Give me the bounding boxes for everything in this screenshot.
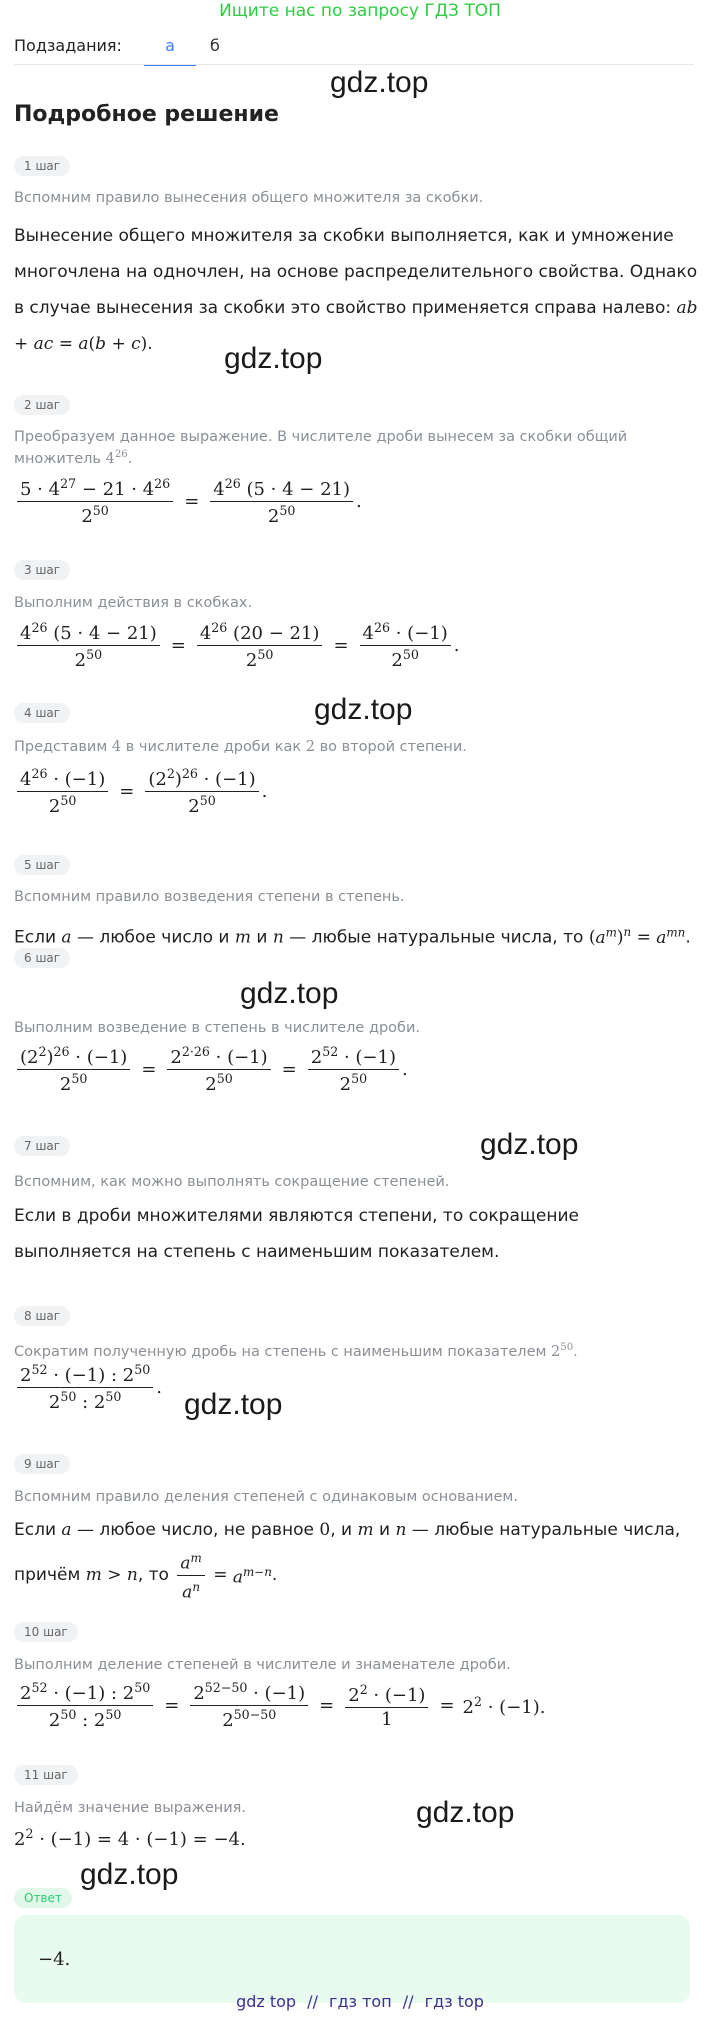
page-title: Подробное решение [14, 102, 279, 127]
step-badge: 1 шаг [14, 156, 70, 176]
footer-link[interactable]: gdz top [236, 1992, 297, 2011]
watermark: gdz.top [240, 977, 339, 1010]
footer-links [0, 1992, 720, 2011]
step-hint: Преобразуем данное выражение. В числителе дроби вынесем за скобки общий множитель $4^{26}$. [14, 429, 628, 467]
step-badge: 4 шаг [14, 703, 70, 723]
step-hint: Выполним действия в скобках. [14, 595, 253, 611]
step-text: Если в дроби множителями являются степени, то сокращение выполняется на степень с наименьшим показателем. [14, 1206, 579, 1262]
step-badge: 11 шаг [14, 1765, 78, 1785]
step-hint: Выполним возведение в степень в числителе дроби. [14, 1020, 421, 1036]
step-hint: Найдём значение выражения. [14, 1800, 247, 1816]
answer-badge: Ответ [14, 1888, 72, 1908]
watermark: gdz.top [80, 1858, 179, 1891]
formula: $\frac{2^{52} \cdot (-1) : 2^{50}}{2^{50} : 2^{50}}$ . [14, 1362, 162, 1413]
watermark: gdz.top [184, 1388, 283, 1421]
watermark: gdz.top [224, 342, 323, 375]
footer-separator: // [402, 1992, 414, 2011]
step-text: Если a — любое число, не равное 0, и m и n — любые натуральные числа, [14, 1520, 681, 1540]
step-hint: Представим 4 в числителе дроби как 2 во второй степени. [14, 739, 467, 755]
formula: $2^2 \cdot (-1) = 4 \cdot (-1) = -4$. [14, 1826, 246, 1850]
divider [14, 64, 694, 65]
step-hint: Вспомним, как можно выполнять сокращение степеней. [14, 1174, 450, 1190]
promo-banner[interactable]: Ищите нас по запросу ГДЗ ТОП [219, 1, 501, 21]
step-hint: Выполним деление степеней в числителе и знаменателе дроби. [14, 1657, 511, 1673]
step-text: причём m > n , то $\frac{a^m}{a^n}$ = $a^{m-n}$ . [14, 1548, 699, 1602]
tab-a[interactable]: а [150, 36, 190, 55]
footer-link[interactable]: гдз топ [329, 1992, 392, 2011]
subtasks-bar [14, 34, 694, 64]
tab-b[interactable]: б [210, 36, 220, 55]
step-badge: 2 шаг [14, 395, 70, 415]
formula: $\frac{4^{26} (5 \cdot 4 - 21)}{2^{50}}$ = $\frac{4^{26} (20 - 21)}{2^{50}}$ = $\frac{4^{26} \cdot (-1)}{2^{50}}$ . [14, 620, 460, 671]
step-hint: Вспомним правило деления степеней с одинаковым основанием. [14, 1489, 518, 1505]
formula: $\frac{(2^2)^{26} \cdot (-1)}{2^{50}}$ = $\frac{2^{2\cdot 26} \cdot (-1)}{2^{50}}$ = $\frac{2^{52} \cdot (-1)}{2^{50}}$ . [14, 1044, 408, 1095]
watermark: gdz.top [480, 1128, 579, 1161]
watermark: gdz.top [330, 66, 429, 99]
subtasks-label: Подзадания: [14, 36, 122, 55]
step-badge: 5 шаг [14, 855, 70, 875]
step-text: Вынесение общего множителя за скобки выполняется, как и умножение многочлена на одночлен, на основе распределительного свойства. Однако в случае вынесения за скобки это свойство применяется справа налево: ab + ac = a(b + c). [14, 226, 698, 354]
step-text: Если a — любое число и m и n — любые натуральные числа, то $(a^m)^n = a^{mn}$. [14, 925, 691, 948]
watermark: gdz.top [314, 693, 413, 726]
step-badge: 9 шаг [14, 1454, 70, 1474]
footer-link[interactable]: гдз top [424, 1992, 484, 2011]
step-badge: 8 шаг [14, 1306, 70, 1326]
answer-box [14, 1915, 690, 2003]
step-badge: 6 шаг [14, 948, 70, 968]
formula: $\frac{5 \cdot 4^{27} - 21 \cdot 4^{26}}{2^{50}}$ = $\frac{4^{26} (5 \cdot 4 - 21)}{2^{50}}$ . [14, 476, 362, 527]
watermark: gdz.top [416, 1796, 515, 1829]
step-hint: Вспомним правило вынесения общего множителя за скобки. [14, 190, 484, 206]
step-badge: 10 шаг [14, 1622, 78, 1642]
footer-separator: // [307, 1992, 318, 2011]
step-badge: 7 шаг [14, 1136, 70, 1156]
step-hint: Вспомним правило возведения степени в степень. [14, 889, 405, 905]
step-badge: 3 шаг [14, 560, 70, 580]
step-hint: Сократим полученную дробь на степень с наименьшим показателем $2^{50}$. [14, 1342, 578, 1360]
formula: $\frac{2^{52} \cdot (-1) : 2^{50}}{2^{50} : 2^{50}}$ = $\frac{2^{52-50} \cdot (-1)}{2^{50-50}}$ = $\frac{2^2 \cdot (-1)}{1}$ = $2^2 \cdot (-1)$. [14, 1680, 545, 1731]
formula: $\frac{4^{26} \cdot (-1)}{2^{50}}$ = $\frac{(2^2)^{26} \cdot (-1)}{2^{50}}$ . [14, 766, 267, 817]
answer-value: −4. [38, 1949, 71, 1970]
